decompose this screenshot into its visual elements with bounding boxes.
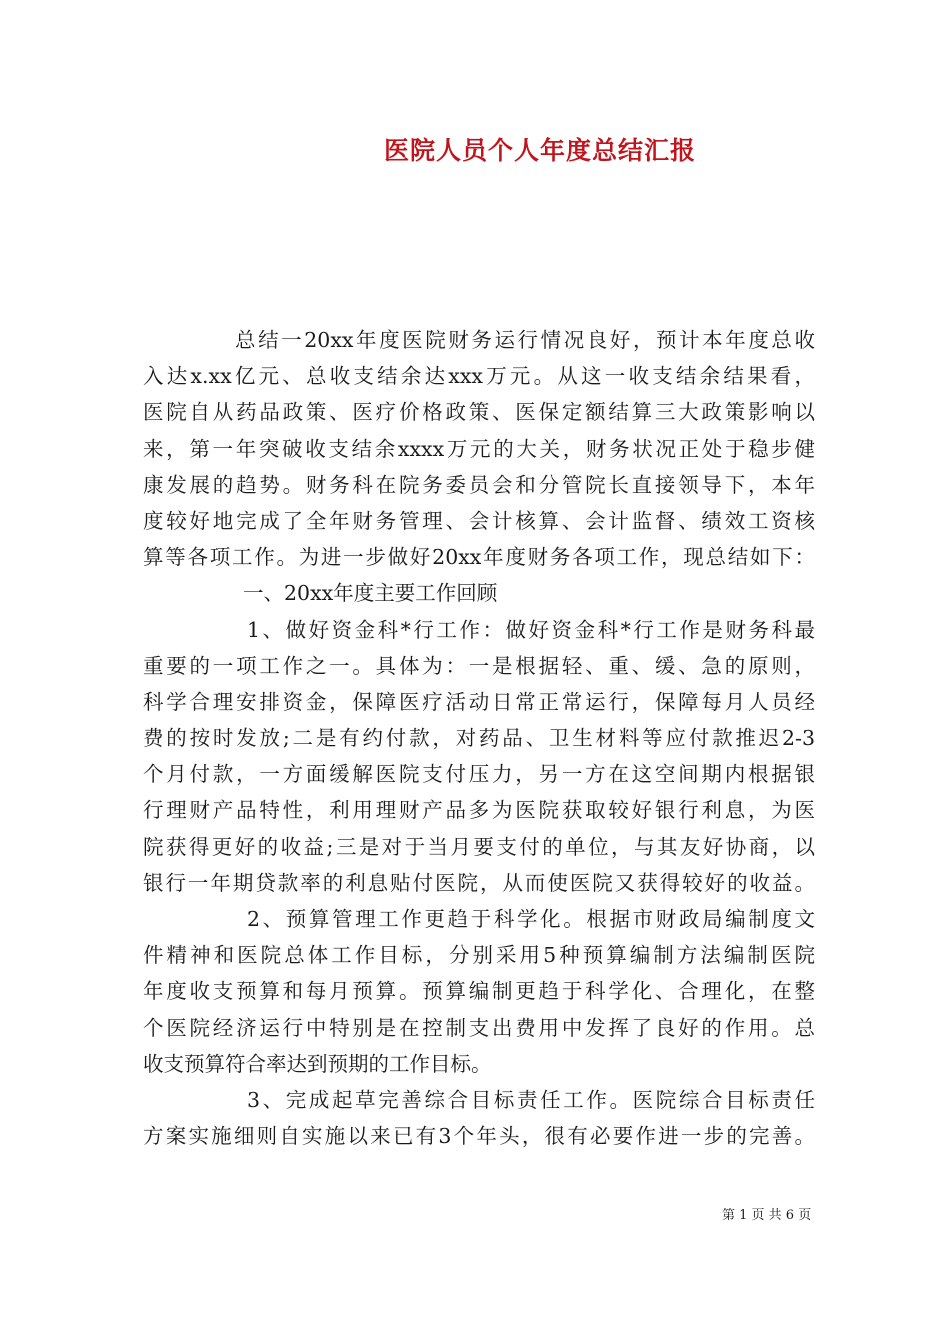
page-number: 第 1 页 共 6 页 xyxy=(722,1208,812,1223)
body-line: 重要的一项工作之一。具体为：一是根据轻、重、缓、急的原则， xyxy=(143,653,815,678)
body-line: 科学合理安排资金，保障医疗活动日常正常运行，保障每月人员经 xyxy=(143,689,815,714)
body-line: 3、完成起草完善综合目标责任工作。医院综合目标责任 xyxy=(247,1087,815,1112)
body-line: 来，第一年突破收支结余xxxx万元的大关，财务状况正处于稳步健 xyxy=(143,436,815,461)
document-body xyxy=(143,322,815,1154)
body-line: 度较好地完成了全年财务管理、会计核算、会计监督、绩效工资核 xyxy=(143,508,815,533)
body-line: 银行一年期贷款率的利息贴付医院，从而使医院又获得较好的收益。 xyxy=(143,870,815,895)
body-line: 收支预算符合率达到预期的工作目标。 xyxy=(143,1051,492,1076)
body-line: 行理财产品特性，利用理财产品多为医院获取较好银行利息，为医 xyxy=(143,798,815,823)
body-line: 件精神和医院总体工作目标，分别采用5种预算编制方法编制医院 xyxy=(143,943,815,968)
body-line: 医院自从药品政策、医疗价格政策、医保定额结算三大政策影响以 xyxy=(143,400,815,425)
body-line: 年度收支预算和每月预算。预算编制更趋于科学化、合理化，在整 xyxy=(143,979,815,1004)
body-line: 算等各项工作。为进一步做好20xx年度财务各项工作，现总结如下： xyxy=(143,545,815,570)
body-line: 2、预算管理工作更趋于科学化。根据市财政局编制度文 xyxy=(247,907,815,931)
document-title: 医院人员个人年度总结汇报 xyxy=(383,136,696,165)
body-line: 入达x.xx亿元、总收支结余达xxx万元。从这一收支结余结果看， xyxy=(143,364,815,389)
body-line: 个月付款，一方面缓解医院支付压力，另一方在这空间期内根据银 xyxy=(143,762,815,787)
body-line: 康发展的趋势。财务科在院务委员会和分管院长直接领导下，本年 xyxy=(143,472,815,497)
body-line: 总结一20xx年度医院财务运行情况良好，预计本年度总收 xyxy=(235,328,815,352)
body-line: 方案实施细则自实施以来已有3个年头，很有必要作进一步的完善。 xyxy=(143,1124,815,1149)
body-line: 1、做好资金科*行工作：做好资金科*行工作是财务科最 xyxy=(247,617,815,642)
body-line: 费的按时发放;二是有约付款，对药品、卫生材料等应付款推迟2-3 xyxy=(143,726,815,751)
body-line: 个医院经济运行中特别是在控制支出费用中发挥了良好的作用。总 xyxy=(143,1015,815,1040)
body-line: 一、20xx年度主要工作回顾 xyxy=(243,581,498,606)
body-line: 院获得更好的收益;三是对于当月要支付的单位，与其友好协商，以 xyxy=(143,834,815,859)
